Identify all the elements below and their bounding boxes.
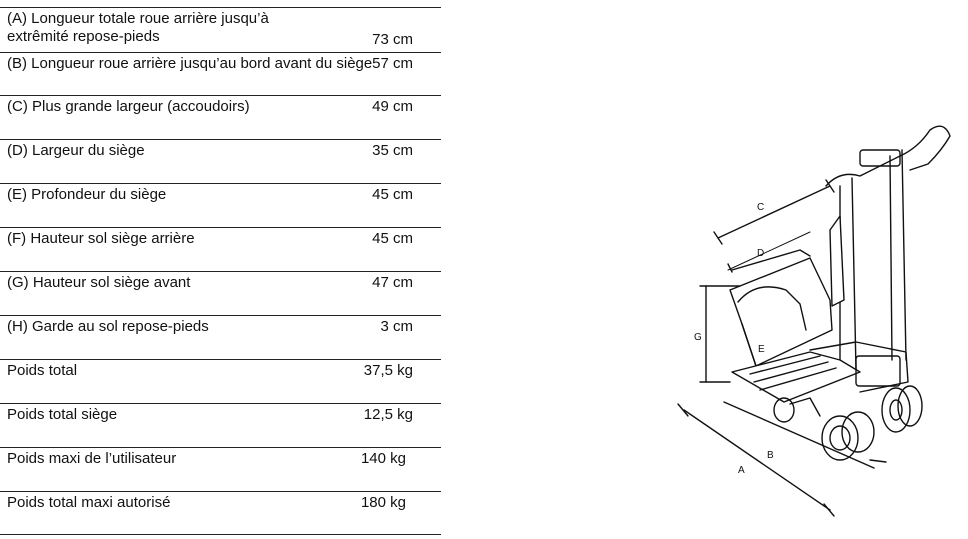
spec-value: 12,5 kg: [363, 406, 413, 423]
dimension-line-b: [724, 402, 874, 468]
dimension-line-c: [718, 186, 830, 238]
spec-label: Poids total: [7, 362, 78, 379]
figure-label-e: E: [758, 344, 765, 355]
spec-label: (F) Hauteur sol siège arrière: [7, 230, 195, 247]
spec-row-c: [0, 95, 441, 139]
spec-value: 49 cm: [372, 98, 413, 115]
spec-label: (E) Profondeur du siège: [7, 186, 167, 203]
spec-label: (C) Plus grande largeur (accoudoirs): [7, 98, 250, 115]
spec-label: (A) Longueur totale roue arrière jusqu’à extrêmité repose-pieds: [7, 10, 269, 45]
specification-table: [0, 7, 441, 535]
dimension-line-a: [684, 410, 830, 510]
spec-label: (D) Largeur du siège: [7, 142, 145, 159]
spec-row-f: [0, 227, 441, 271]
spec-value: 45 cm: [372, 186, 413, 203]
wheelchair-diagram: [660, 120, 960, 520]
spec-value: 73 cm: [372, 31, 413, 48]
spec-row-max-total: [0, 491, 441, 535]
figure-label-d: D: [757, 248, 765, 259]
spec-row-b: [0, 52, 441, 95]
spec-value: 3 cm: [380, 318, 413, 335]
rear-wheel-icon: [882, 386, 922, 432]
figure-label-a: A: [738, 465, 745, 476]
spec-label: Poids total siège: [7, 406, 118, 423]
spec-label: Poids total maxi autorisé: [7, 494, 171, 511]
spec-value: 37,5 kg: [363, 362, 413, 379]
spec-value: 140 kg: [360, 450, 406, 467]
spec-label: Poids maxi de l’utilisateur: [7, 450, 177, 467]
figure-label-c: C: [757, 202, 765, 213]
spec-label: (H) Garde au sol repose-pieds: [7, 318, 209, 335]
figure-label-b: B: [767, 450, 774, 461]
spec-row-max-user: [0, 447, 441, 491]
front-wheel-icon: [822, 412, 874, 460]
spec-value: 45 cm: [372, 230, 413, 247]
spec-row-e: [0, 183, 441, 227]
figure-label-g: G: [694, 332, 702, 343]
spec-row-a: [0, 7, 441, 52]
spec-value: 57 cm: [372, 55, 413, 72]
spec-row-h: [0, 315, 441, 359]
spec-row-d: [0, 139, 441, 183]
spec-label: (B) Longueur roue arrière jusqu’au bord avant du siège: [7, 55, 373, 72]
spec-value: 180 kg: [360, 494, 406, 511]
spec-row-g: [0, 271, 441, 315]
spec-value: 47 cm: [372, 274, 413, 291]
spec-value: 35 cm: [372, 142, 413, 159]
spec-row-total-weight: [0, 359, 441, 403]
spec-label: (G) Hauteur sol siège avant: [7, 274, 191, 291]
spec-row-seat-weight: [0, 403, 441, 447]
